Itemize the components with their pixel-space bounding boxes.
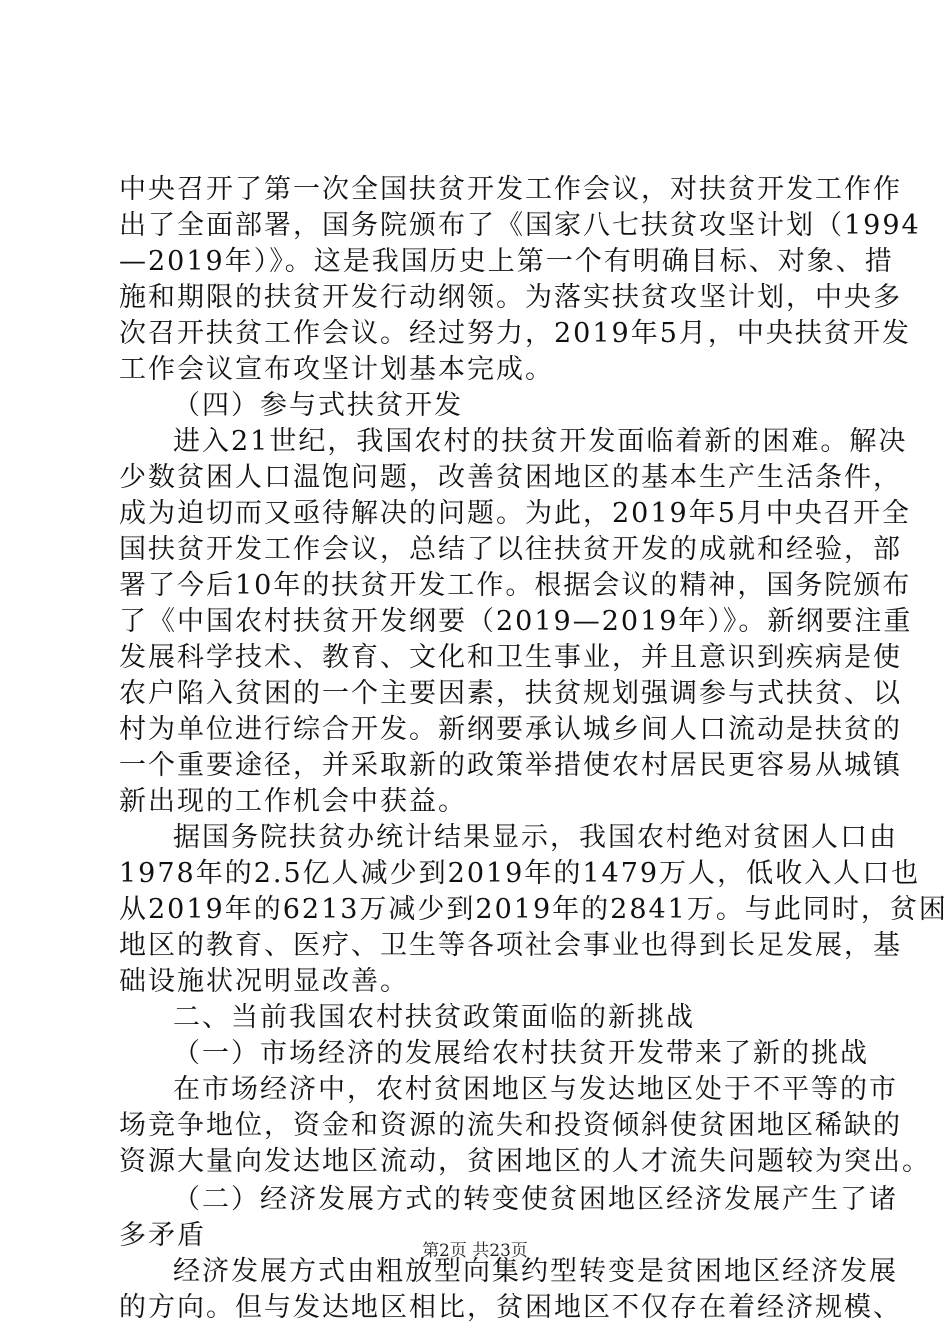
text-line: 础设施状况明显改善。 bbox=[119, 966, 409, 997]
section-heading: （四）参与式扶贫开发 bbox=[173, 390, 463, 421]
section-heading: 二、当前我国农村扶贫政策面临的新挑战 bbox=[173, 1002, 695, 1033]
text-line: 了《中国农村扶贫开发纲要（2019—2019年）》。新纲要注重 bbox=[119, 606, 913, 637]
text-line: 村为单位进行综合开发。新纲要承认城乡间人口流动是扶贫的 bbox=[119, 714, 902, 745]
text-line: 少数贫困人口温饱问题，改善贫困地区的基本生产生活条件， bbox=[119, 462, 902, 493]
text-line: 工作会议宣布攻坚计划基本完成。 bbox=[119, 354, 554, 385]
text-line: 国扶贫开发工作会议，总结了以往扶贫开发的成就和经验，部 bbox=[119, 534, 902, 565]
text-line: 经济发展方式由粗放型向集约型转变是贫困地区经济发展 bbox=[173, 1256, 898, 1287]
text-line: 一个重要途径，并采取新的政策举措使农村居民更容易从城镇 bbox=[119, 750, 902, 781]
subsection-heading-continued: 多矛盾 bbox=[119, 1220, 206, 1251]
text-line: 署了今后10年的扶贫开发工作。根据会议的精神，国务院颁布 bbox=[119, 570, 912, 601]
text-line: 新出现的工作机会中获益。 bbox=[119, 786, 467, 817]
text-line: —2019年）》。这是我国历史上第一个有明确目标、对象、措 bbox=[119, 246, 894, 277]
text-line: 从2019年的6213万减少到2019年的2841万。与此同时，贫困 bbox=[119, 894, 948, 925]
text-line: 成为迫切而又亟待解决的问题。为此，2019年5月中央召开全 bbox=[119, 498, 911, 529]
text-line: 农户陷入贫困的一个主要因素，扶贫规划强调参与式扶贫、以 bbox=[119, 678, 902, 709]
text-line: 发展科学技术、教育、文化和卫生事业，并且意识到疾病是使 bbox=[119, 642, 902, 673]
text-line: 施和期限的扶贫开发行动纲领。为落实扶贫攻坚计划，中央多 bbox=[119, 282, 902, 313]
subsection-heading: （二）经济发展方式的转变使贫困地区经济发展产生了诸 bbox=[173, 1184, 898, 1215]
text-line: 中央召开了第一次全国扶贫开发工作会议，对扶贫开发工作作 bbox=[119, 174, 902, 205]
text-line: 据国务院扶贫办统计结果显示，我国农村绝对贫困人口由 bbox=[173, 822, 898, 853]
text-line: 的方向。但与发达地区相比，贫困地区不仅存在着经济规模、 bbox=[119, 1292, 902, 1323]
text-line: 出了全面部署，国务院颁布了《国家八七扶贫攻坚计划（1994 bbox=[119, 210, 921, 241]
subsection-heading: （一）市场经济的发展给农村扶贫开发带来了新的挑战 bbox=[173, 1038, 869, 1069]
text-line: 次召开扶贫工作会议。经过努力，2019年5月，中央扶贫开发 bbox=[119, 318, 911, 349]
page-number: 第2页 共23页 bbox=[422, 1241, 528, 1261]
text-line: 在市场经济中，农村贫困地区与发达地区处于不平等的市 bbox=[173, 1074, 898, 1105]
text-line: 1978年的2.5亿人减少到2019年的1479万人，低收入人口也 bbox=[119, 858, 921, 889]
text-line: 场竞争地位，资金和资源的流失和投资倾斜使贫困地区稀缺的 bbox=[119, 1110, 902, 1141]
text-line: 地区的教育、医疗、卫生等各项社会事业也得到长足发展，基 bbox=[119, 930, 902, 961]
text-line: 资源大量向发达地区流动，贫困地区的人才流失问题较为突出。 bbox=[119, 1146, 931, 1177]
text-line: 进入21世纪，我国农村的扶贫开发面临着新的困难。解决 bbox=[173, 426, 908, 457]
